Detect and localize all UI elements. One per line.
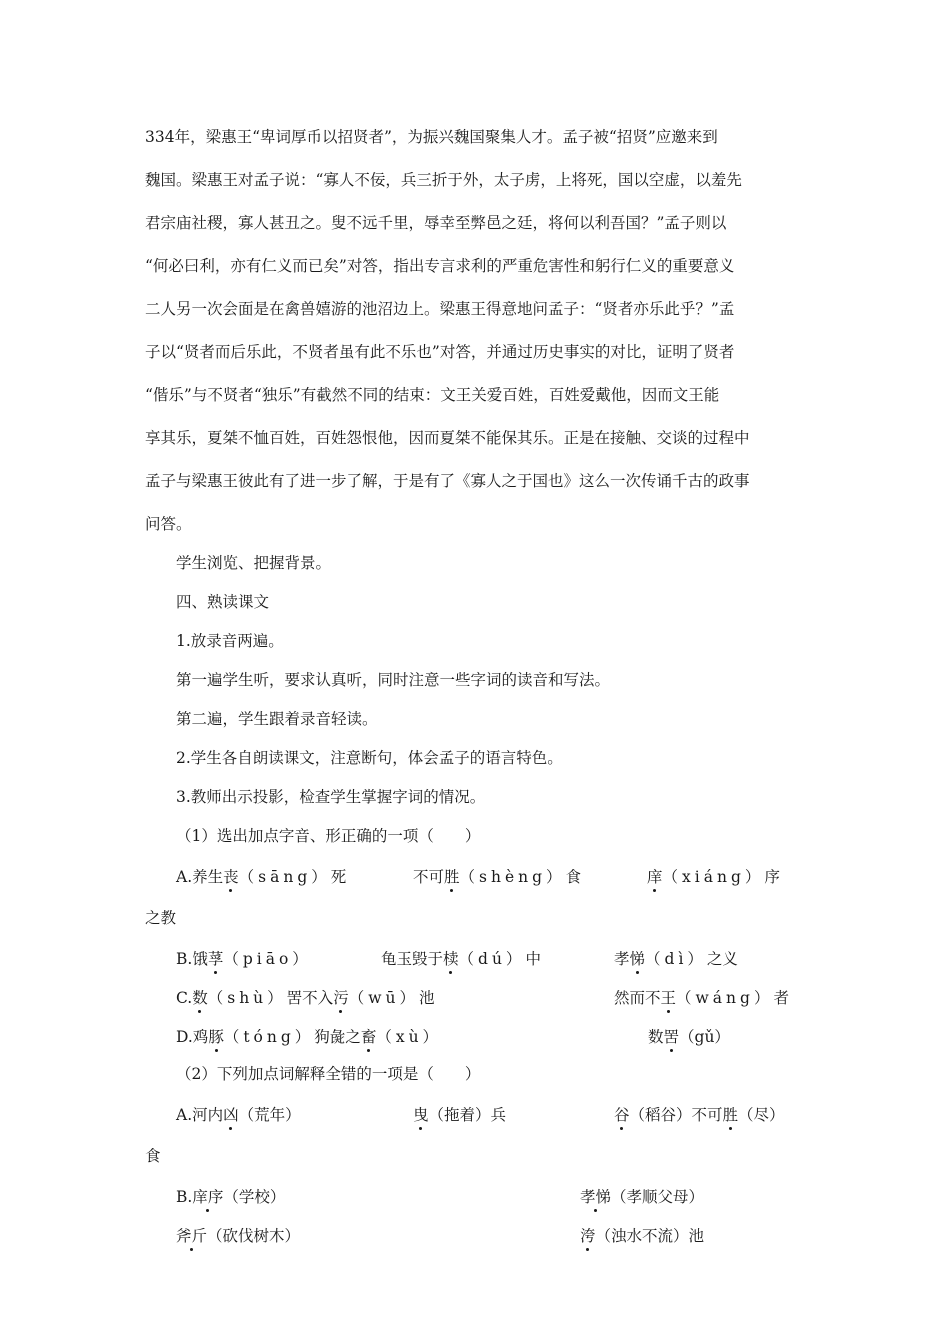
q2-option-a-2: 曳（拖着）兵 — [413, 1103, 506, 1125]
q1-option-c-2: 然而不王（wáng）者 — [614, 986, 789, 1008]
paragraph-line-7: “偕乐”与不贤者“独乐”有截然不同的结束：文王关爱百姓，百姓爱戴他，因而文王能 — [145, 386, 720, 404]
dotted-char: 庠 — [647, 865, 663, 887]
dotted-char: 数 — [192, 986, 208, 1008]
q1-option-d-1: D.鸡豚（tóng）狗彘之畜（xù） — [176, 1025, 442, 1047]
q2-option-a-3: 谷（稻谷）不可胜（尽） — [614, 1103, 785, 1125]
q1-option-a-wrap: 之教 — [145, 909, 177, 927]
q2-option-b-1: B.庠序（学校） — [176, 1185, 285, 1207]
question-2-stem: （2）下列加点词解释全错的一项是（ ） — [176, 1065, 481, 1083]
dotted-char: 洿 — [580, 1224, 596, 1246]
q2-option-b-3: 斧斤（砍伐树木） — [176, 1224, 300, 1246]
dotted-word: 庠序 — [192, 1185, 223, 1207]
dotted-char: 胜 — [444, 865, 460, 887]
dotted-char: 王 — [661, 986, 677, 1008]
q1-option-a-1: A.养生丧（sāng）死 — [176, 865, 346, 887]
q2-option-a-wrap: 食 — [145, 1147, 161, 1165]
dotted-char: 莩 — [208, 947, 224, 969]
paragraph-line-10: 问答。 — [145, 515, 192, 533]
q1-option-b-3: 孝悌（dì）之义 — [614, 947, 738, 969]
q1-option-b-2: 龟玉毁于椟（dú）中 — [381, 947, 541, 969]
paragraph-line-5: 二人另一次会面是在禽兽嬉游的池沼边上。梁惠王得意地问孟子：“贤者亦乐此乎？”孟 — [145, 300, 735, 318]
q2-option-a-1: A.河内凶（荒年） — [176, 1103, 301, 1125]
q1-option-d-2: 数罟（gǔ） — [648, 1025, 730, 1047]
question-1-stem: （1）选出加点字音、形正确的一项（ ） — [176, 827, 481, 845]
q2-option-b-2: 孝悌（孝顺父母） — [580, 1185, 704, 1207]
q2-option-b-4: 洿（浊水不流）池 — [580, 1224, 704, 1246]
section-heading: 四、熟读课文 — [176, 593, 270, 611]
dotted-char: 畜 — [361, 1025, 377, 1047]
step-1-second: 第二遍，学生跟着录音轻读。 — [176, 710, 378, 728]
dotted-char: 罟 — [664, 1025, 680, 1047]
paragraph-line-4: “何必曰利，亦有仁义而已矣”对答，指出专言求利的严重危害性和躬行仁义的重要意义 — [145, 257, 735, 275]
step-1: 1.放录音两遍。 — [176, 632, 284, 650]
q1-option-b-1: B.饿莩（piāo） — [176, 947, 312, 969]
paragraph-line-9: 孟子与梁惠王彼此有了进一步了解，于是有了《寡人之于国也》这么一次传诵千古的政事 — [145, 472, 750, 490]
dotted-char: 悌 — [630, 947, 646, 969]
step-2: 2.学生各自朗读课文，注意断句，体会孟子的语言特色。 — [176, 749, 563, 767]
dotted-char: 豚 — [208, 1025, 224, 1047]
dotted-word: 斧斤 — [176, 1224, 207, 1246]
paragraph-line-1: 334年，梁惠王“卑词厚币以招贤者”，为振兴魏国聚集人才。孟子被“招贤”应邀来到 — [145, 128, 718, 146]
paragraph-line-6: 子以“贤者而后乐此，不贤者虽有此不乐也”对答，并通过历史事实的对比，证明了贤者 — [145, 343, 735, 361]
dotted-char: 污 — [333, 986, 349, 1008]
browse-note: 学生浏览、把握背景。 — [176, 554, 332, 572]
step-1-first: 第一遍学生听，要求认真听，同时注意一些字词的读音和写法。 — [176, 671, 611, 689]
dotted-char: 凶 — [223, 1103, 239, 1125]
dotted-word: 孝悌 — [580, 1185, 611, 1207]
paragraph-line-2: 魏国。梁惠王对孟子说：“寡人不佞，兵三折于外，太子虏，上将死，国以空虚，以羞先 — [145, 171, 742, 189]
q1-option-a-3: 庠（xiáng）序 — [647, 865, 780, 887]
paragraph-line-8: 享其乐，夏桀不恤百姓，百姓怨恨他，因而夏桀不能保其乐。正是在接触、交谈的过程中 — [145, 429, 750, 447]
q1-option-c-1: C.数（shù）罟不入污（wū）池 — [176, 986, 434, 1008]
q1-option-a-2: 不可胜（shèng）食 — [413, 865, 581, 887]
dotted-char: 曳 — [413, 1103, 429, 1125]
step-3: 3.教师出示投影，检查学生掌握字词的情况。 — [176, 788, 486, 806]
dotted-char: 椟 — [443, 947, 459, 969]
paragraph-line-3: 君宗庙社稷，寡人甚丑之。叟不远千里，辱幸至弊邑之廷，将何以利吾国？”孟子则以 — [145, 214, 727, 232]
dotted-char: 谷 — [614, 1103, 630, 1125]
dotted-char: 丧 — [223, 865, 239, 887]
dotted-char: 胜 — [723, 1103, 739, 1125]
